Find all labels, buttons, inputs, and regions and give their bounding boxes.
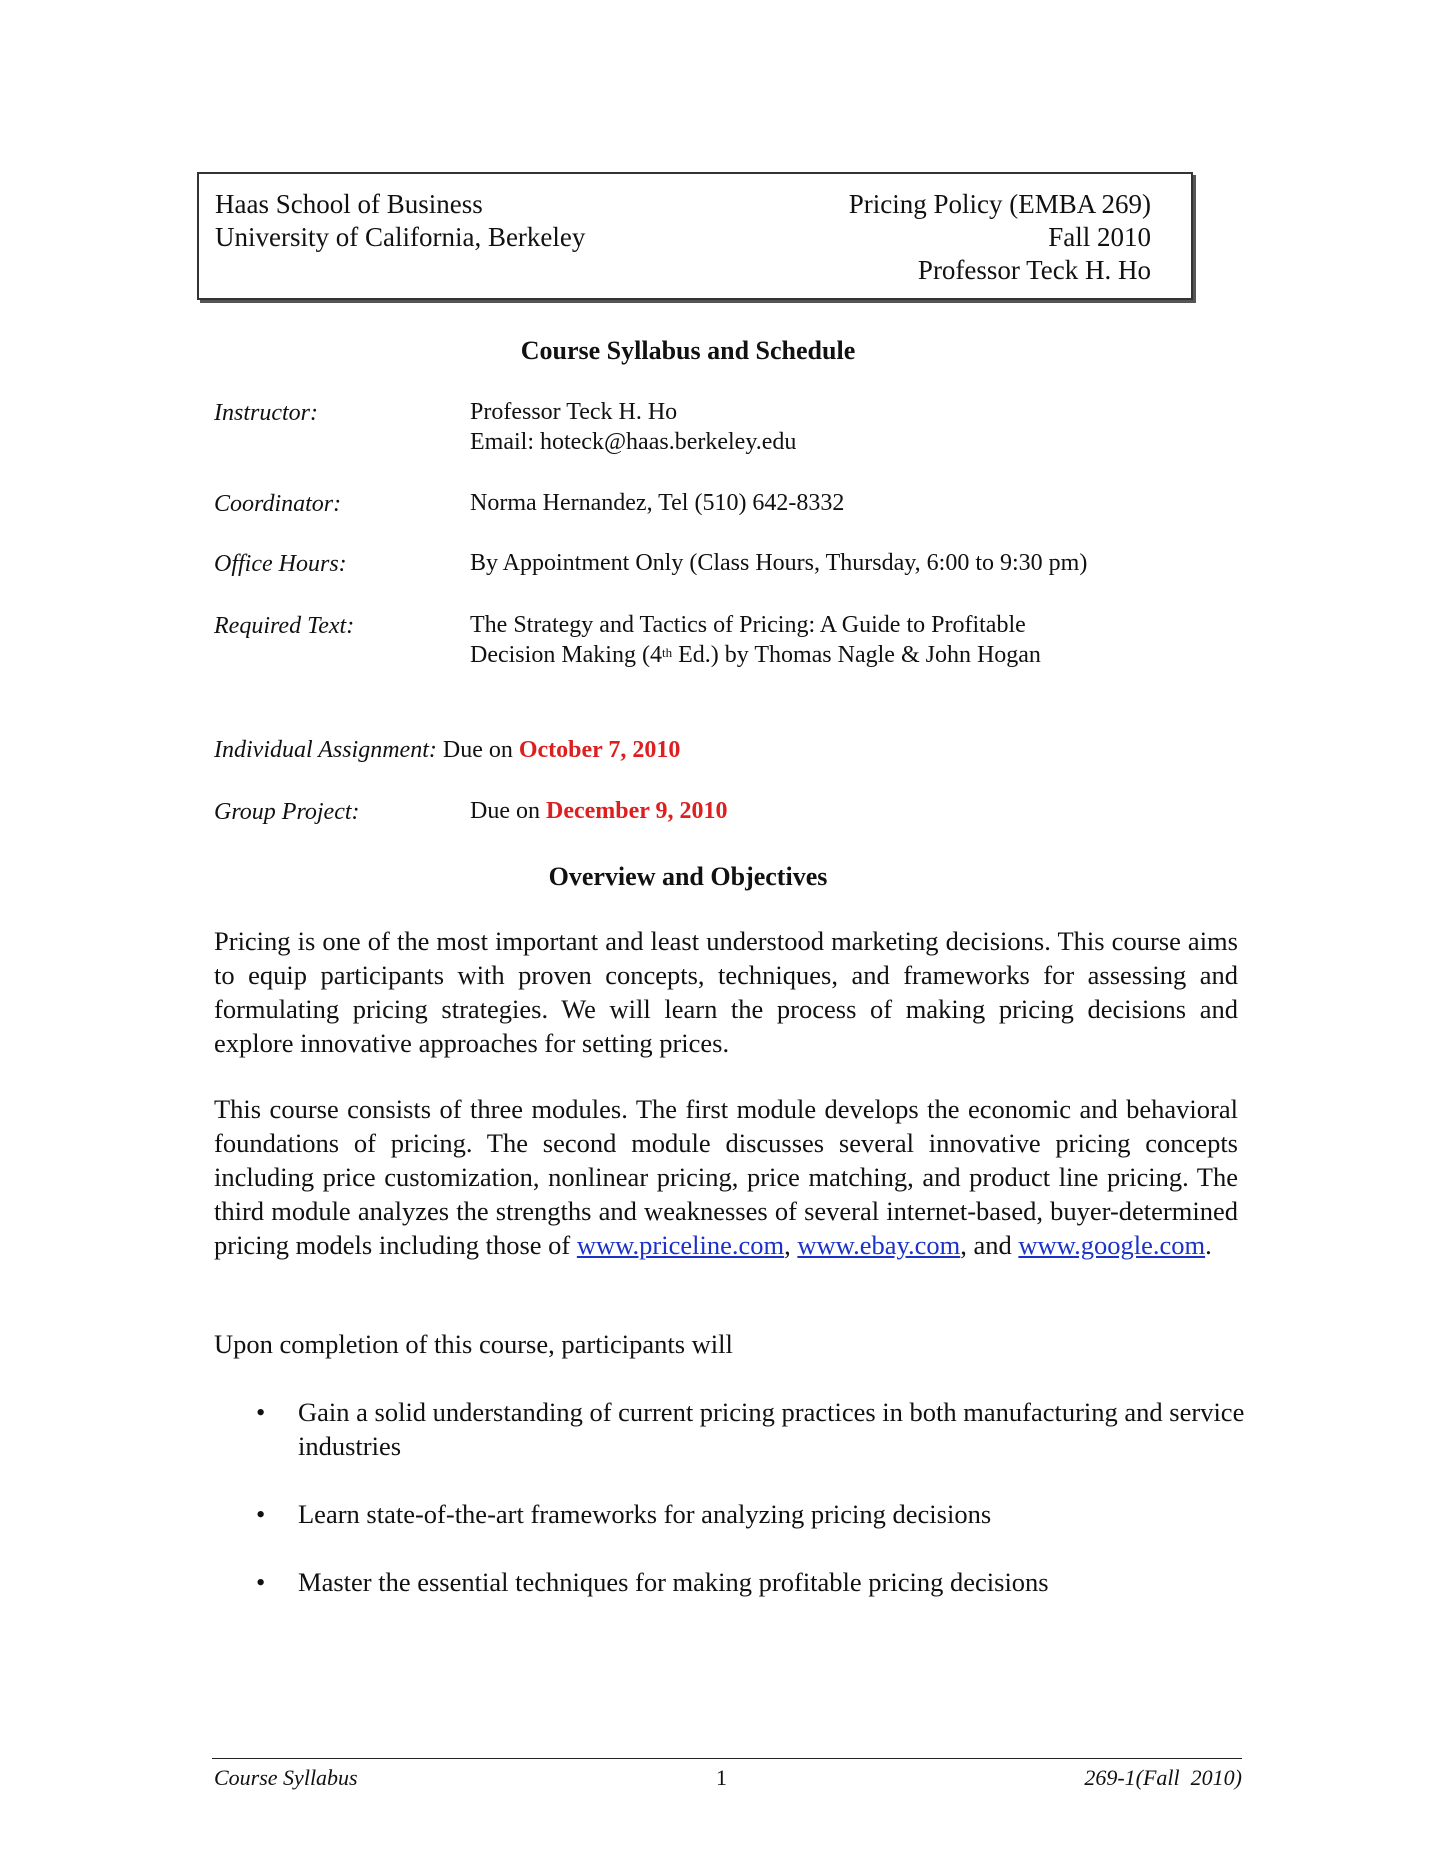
individual-due-prefix: Due on: [436, 737, 519, 763]
bullet-icon: •: [256, 1567, 266, 1597]
bullet-text: Gain a solid understanding of current pricing practices in both manufacturing and service industries: [298, 1397, 1245, 1461]
google-link[interactable]: www.google.com: [1018, 1230, 1206, 1260]
individual-due-date: October 7, 2010: [518, 737, 681, 763]
term: Fall 2010: [1048, 222, 1151, 252]
required-text-value: [470, 610, 1041, 670]
priceline-link[interactable]: www.priceline.com: [576, 1230, 785, 1260]
syllabus-title: Course Syllabus and Schedule: [520, 336, 856, 365]
group-project-label: Group Project:: [214, 799, 360, 825]
group-project-value: [470, 796, 727, 826]
instructor-label: Instructor:: [214, 400, 318, 426]
ebay-link[interactable]: www.ebay.com: [797, 1230, 961, 1260]
school-name: Haas School of Business: [215, 189, 483, 219]
coordinator-value: Norma Hernandez, Tel (510) 642-8332: [470, 490, 845, 516]
overview-paragraph-3: Upon completion of this course, participants will: [214, 1329, 733, 1359]
office-hours-value: By Appointment Only (Class Hours, Thursday, 6:00 to 9:30 pm): [470, 550, 1088, 576]
instructor-email: Email: hoteck@haas.berkeley.edu: [470, 429, 797, 455]
footer-divider: [212, 1758, 1242, 1759]
footer-page-number: 1: [716, 1765, 727, 1790]
header-course-info: [849, 188, 1151, 287]
coordinator-label: Coordinator:: [214, 491, 342, 517]
edition-superscript: th: [661, 645, 673, 660]
required-text-line2-b: Ed.) by Thomas Nagle & John Hogan: [672, 642, 1041, 668]
office-hours-label: Office Hours:: [214, 551, 347, 577]
required-text-line1: The Strategy and Tactics of Pricing: A Guide to Profitable: [470, 612, 1026, 638]
overview-paragraph-2: [214, 1092, 1238, 1262]
bullet-text: Learn state-of-the-art frameworks for analyzing pricing decisions: [298, 1499, 992, 1529]
footer-document-name: Course Syllabus: [214, 1765, 358, 1790]
bullet-icon: •: [256, 1499, 266, 1529]
course-name: Pricing Policy (EMBA 269): [848, 189, 1151, 219]
bullet-icon: •: [256, 1397, 266, 1427]
instructor-value: [470, 397, 796, 457]
link-separator-1: ,: [784, 1230, 798, 1260]
required-text-line2-a: Decision Making (4: [470, 642, 662, 668]
individual-assignment-row: [214, 737, 680, 764]
paragraph-2-end: .: [1205, 1230, 1212, 1260]
overview-paragraph-1: Pricing is one of the most important and least understood marketing decisions. This course aims to equip participants with proven concepts, techniques, and frameworks for assessing and formulating pricing strategies. We will learn the process of making pricing decisions and explore innovative approaches for setting prices.: [214, 926, 1238, 1058]
footer-course-code: 269-1(Fall 2010): [1084, 1765, 1242, 1790]
required-text-line2: [470, 640, 1041, 670]
university-name: University of California, Berkeley: [215, 222, 586, 252]
bullet-text: Master the essential techniques for making profitable pricing decisions: [298, 1567, 1049, 1597]
individual-assignment-label: Individual Assignment:: [214, 737, 437, 763]
link-separator-2: , and: [960, 1230, 1019, 1260]
required-text-label: Required Text:: [214, 613, 355, 639]
group-due-date: December 9, 2010: [545, 798, 728, 824]
header-institution: [215, 188, 585, 254]
header-box: [197, 172, 1193, 300]
professor-name: Professor Teck H. Ho: [917, 255, 1151, 285]
paragraph-2-text: This course consists of three modules. The first module develops the economic and behavioral foundations of pricing. The second module discusses several innovative pricing concepts including price customization, nonlinear pricing, price matching, and product line pricing. The third module analyzes the strengths and weaknesses of several internet-based, buyer-determined pricing models including those of: [214, 1094, 1238, 1260]
overview-title: Overview and Objectives: [548, 862, 828, 891]
instructor-name: Professor Teck H. Ho: [470, 399, 678, 425]
group-due-prefix: Due on: [470, 798, 546, 824]
